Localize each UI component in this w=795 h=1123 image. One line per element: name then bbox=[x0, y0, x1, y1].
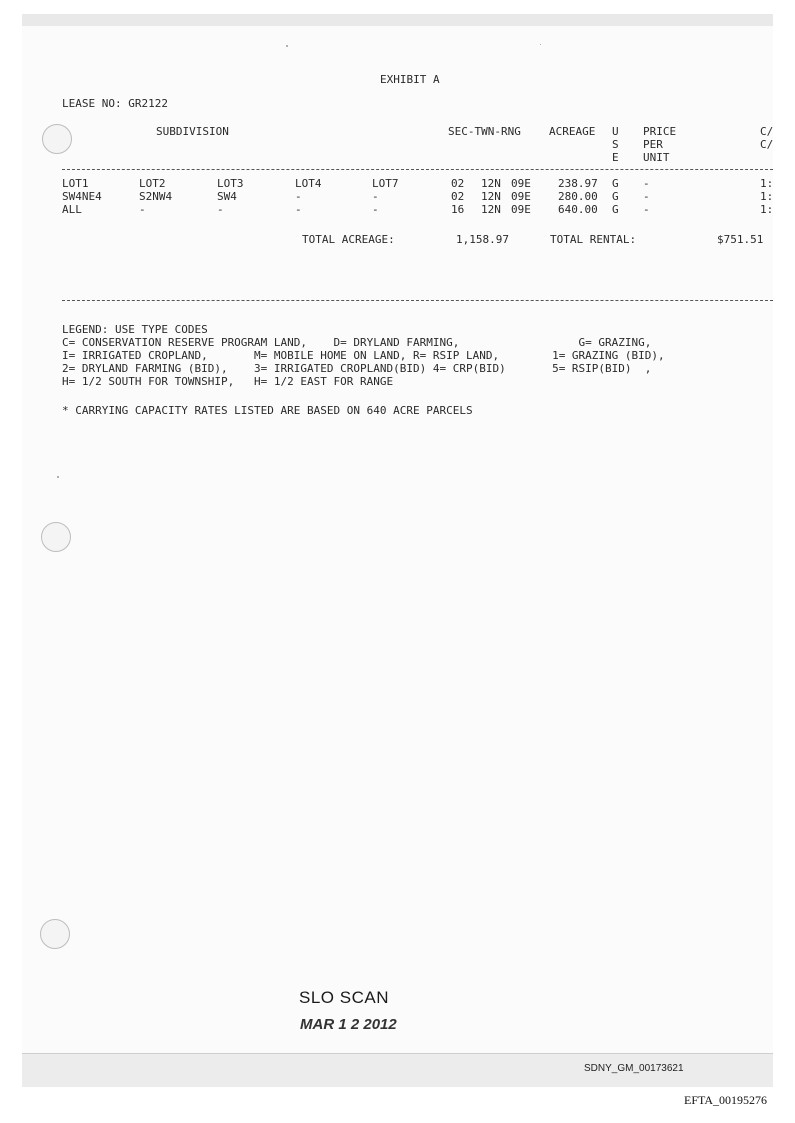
section-divider bbox=[62, 300, 773, 301]
header-use-3: E bbox=[612, 151, 619, 164]
total-rental-label: TOTAL RENTAL: bbox=[550, 233, 637, 246]
scan-stamp: SLO SCAN bbox=[299, 988, 389, 1007]
header-capacity-1: C/ bbox=[760, 125, 774, 138]
punch-hole-top bbox=[42, 124, 72, 154]
cell-acreage: 640.00 bbox=[558, 203, 598, 216]
cell-rng: 09E bbox=[511, 203, 531, 216]
header-capacity-2: C/ bbox=[760, 138, 774, 151]
capacity-note: * CARRYING CAPACITY RATES LISTED ARE BASED ON 640 ACRE PARCELS bbox=[62, 404, 473, 417]
efta-number: EFTA_00195276 bbox=[684, 1093, 768, 1107]
header-price-2: PER bbox=[643, 138, 663, 151]
header-acreage: ACREAGE bbox=[549, 125, 596, 138]
legend-line: H= 1/2 SOUTH FOR TOWNSHIP, H= 1/2 EAST FOR RANGE bbox=[62, 375, 394, 388]
cell-subdivision-1: LOT1 bbox=[62, 177, 89, 190]
punch-hole-bottom bbox=[40, 919, 70, 949]
cell-price: - bbox=[643, 203, 650, 216]
cell-twn: 12N bbox=[481, 190, 501, 203]
scanned-page bbox=[22, 14, 773, 1087]
cell-use: G bbox=[612, 190, 619, 203]
cell-twn: 12N bbox=[481, 203, 501, 216]
header-price-3: UNIT bbox=[643, 151, 670, 164]
cell-acreage: 238.97 bbox=[558, 177, 598, 190]
legend-line: 2= DRYLAND FARMING (BID), 3= IRRIGATED CROPLAND(BID) 4= CRP(BID) 5= RSIP(BID) , bbox=[62, 362, 652, 375]
cell-sec: 02 bbox=[451, 190, 465, 203]
cell-rng: 09E bbox=[511, 177, 531, 190]
scan-speck bbox=[540, 44, 541, 45]
cell-subdivision-3: LOT3 bbox=[217, 177, 244, 190]
cell-subdivision-1: ALL bbox=[62, 203, 82, 216]
total-rental-value: $751.51 bbox=[717, 233, 764, 246]
cell-subdivision-5: LOT7 bbox=[372, 177, 399, 190]
cell-capacity: 1: bbox=[760, 190, 774, 203]
header-divider bbox=[62, 169, 773, 170]
scan-top-band bbox=[22, 14, 773, 26]
legend-line: I= IRRIGATED CROPLAND, M= MOBILE HOME ON LAND, R= RSIP LAND, 1= GRAZING (BID), bbox=[62, 349, 665, 362]
cell-twn: 12N bbox=[481, 177, 501, 190]
legend-title: LEGEND: USE TYPE CODES bbox=[62, 323, 208, 336]
cell-price: - bbox=[643, 177, 650, 190]
cell-sec: 16 bbox=[451, 203, 465, 216]
cell-subdivision-4: - bbox=[295, 190, 302, 203]
cell-rng: 09E bbox=[511, 190, 531, 203]
header-price-1: PRICE bbox=[643, 125, 677, 138]
cell-subdivision-2: LOT2 bbox=[139, 177, 166, 190]
cell-price: - bbox=[643, 190, 650, 203]
cell-subdivision-2: - bbox=[139, 203, 146, 216]
header-sec-twn-rng: SEC-TWN-RNG bbox=[448, 125, 521, 138]
cell-sec: 02 bbox=[451, 177, 465, 190]
cell-capacity: 1: bbox=[760, 177, 774, 190]
cell-subdivision-3: - bbox=[217, 203, 224, 216]
total-acreage-value: 1,158.97 bbox=[456, 233, 509, 246]
scan-speck bbox=[286, 45, 288, 47]
cell-subdivision-2: S2NW4 bbox=[139, 190, 173, 203]
total-acreage-label: TOTAL ACREAGE: bbox=[302, 233, 395, 246]
legend-line: C= CONSERVATION RESERVE PROGRAM LAND, D= DRYLAND FARMING, G= GRAZING, bbox=[62, 336, 652, 349]
cell-subdivision-3: SW4 bbox=[217, 190, 237, 203]
cell-use: G bbox=[612, 203, 619, 216]
cell-capacity: 1: bbox=[760, 203, 774, 216]
header-subdivision: SUBDIVISION bbox=[156, 125, 229, 138]
header-use-1: U bbox=[612, 125, 619, 138]
scan-date-stamp: MAR 1 2 2012 bbox=[300, 1016, 397, 1033]
header-use-2: S bbox=[612, 138, 619, 151]
cell-acreage: 280.00 bbox=[558, 190, 598, 203]
cell-use: G bbox=[612, 177, 619, 190]
cell-subdivision-5: - bbox=[372, 203, 379, 216]
exhibit-title: EXHIBIT A bbox=[380, 73, 440, 86]
cell-subdivision-5: - bbox=[372, 190, 379, 203]
bates-number: SDNY_GM_00173621 bbox=[584, 1063, 684, 1074]
cell-subdivision-1: SW4NE4 bbox=[62, 190, 102, 203]
cell-subdivision-4: - bbox=[295, 203, 302, 216]
lease-number: LEASE NO: GR2122 bbox=[62, 97, 168, 110]
scan-speck bbox=[57, 476, 59, 478]
cell-subdivision-4: LOT4 bbox=[295, 177, 322, 190]
punch-hole-middle bbox=[41, 522, 71, 552]
